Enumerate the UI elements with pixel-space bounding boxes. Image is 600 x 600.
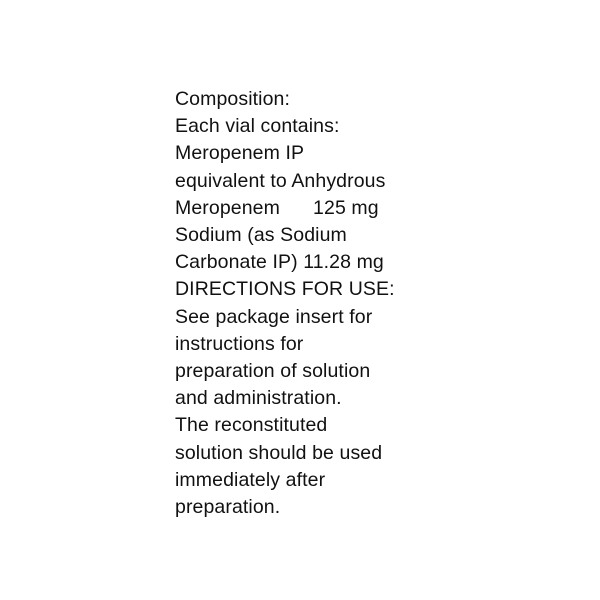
label-line-each-vial-contains: Each vial contains:: [175, 115, 340, 138]
label-line-meropenem-ip: Meropenem IP: [175, 142, 305, 165]
label-line-sodium: Sodium (as Sodium: [175, 224, 347, 247]
label-line-the-reconstituted: The reconstituted: [175, 414, 328, 437]
label-line-directions-heading: DIRECTIONS FOR USE:: [175, 278, 395, 301]
label-line-composition-heading: Composition:: [175, 88, 291, 110]
label-line-equivalent-to-anhydrous: equivalent to Anhydrous: [175, 169, 386, 192]
label-line-immediately-after: immediately after: [175, 468, 326, 491]
label-line-preparation: preparation.: [175, 496, 281, 519]
label-line-preparation-of-solution: preparation of solution: [175, 360, 371, 383]
composition-text-block: [175, 86, 465, 521]
label-line-see-package-insert: See package insert for: [175, 305, 373, 328]
label-line-meropenem-strength: Meropenem 125 mg: [175, 196, 379, 219]
label-line-instructions-for: instructions for: [175, 332, 304, 355]
label-line-and-administration: and administration.: [175, 387, 342, 410]
label-line-solution-should-be-used: solution should be used: [175, 441, 383, 464]
label-line-sodium-carbonate-amount: Carbonate IP) 11.28 mg: [175, 251, 384, 274]
